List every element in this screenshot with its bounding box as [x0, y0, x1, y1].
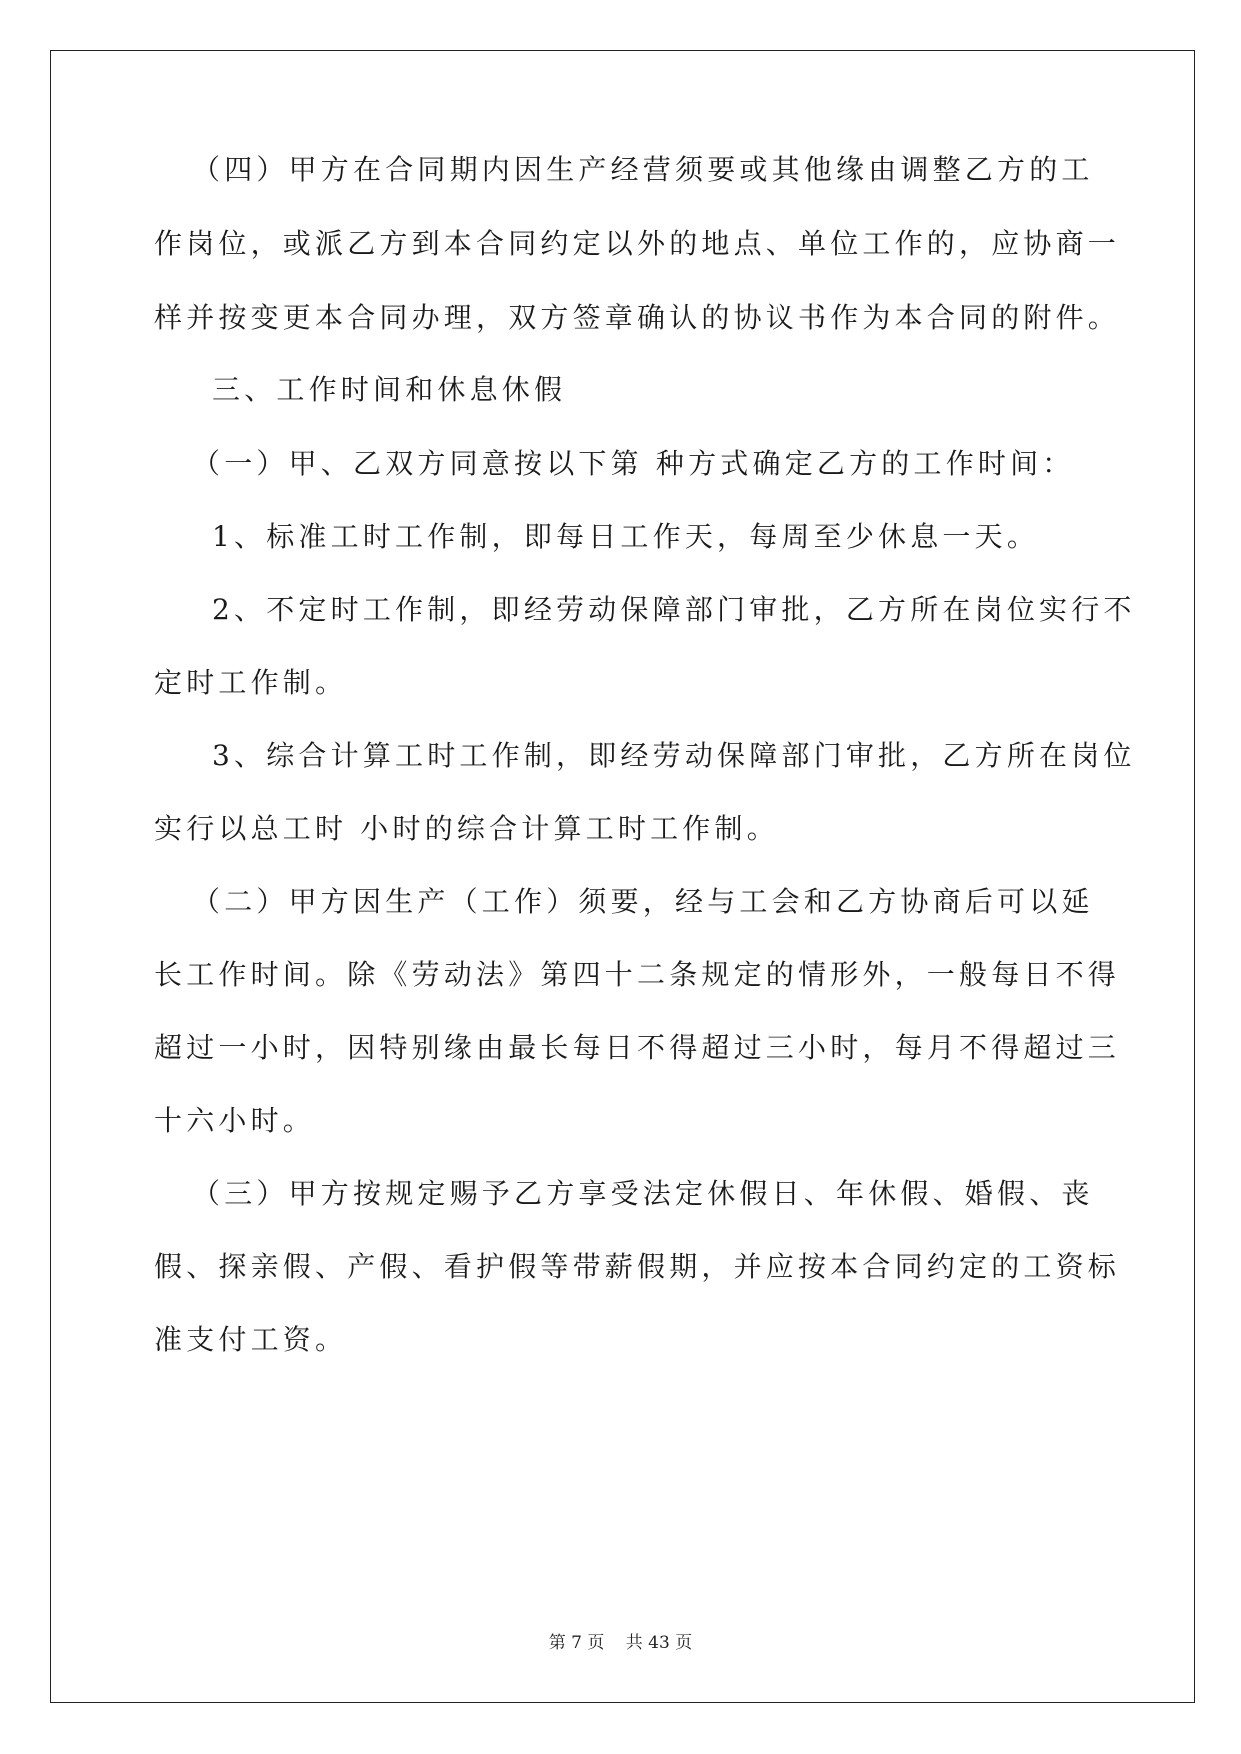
page-number: 第 7 页 [548, 1633, 605, 1653]
paragraph-line: （一）甲、乙双方同意按以下第 种方式确定乙方的工作时间： [192, 447, 1075, 480]
paragraph-line: （三）甲方按规定赐予乙方享受法定休假日、年休假、婚假、丧 [192, 1177, 1094, 1210]
paragraph-line: 3、综合计算工时工作制，即经劳动保障部门审批，乙方所在岗位 [212, 739, 1136, 772]
page-footer [0, 1628, 1241, 1653]
paragraph-line: 作岗位，或派乙方到本合同约定以外的地点、单位工作的，应协商一 [154, 227, 1121, 260]
paragraph-line: 样并按变更本合同办理，双方签章确认的协议书作为本合同的附件。 [154, 301, 1121, 334]
paragraph-line: （二）甲方因生产（工作）须要，经与工会和乙方协商后可以延 [192, 885, 1094, 918]
paragraph-line: 长工作时间。除《劳动法》第四十二条规定的情形外，一般每日不得 [154, 958, 1121, 991]
paragraph-line: 实行以总工时 小时的综合计算工时工作制。 [154, 812, 779, 845]
page-total: 共 43 页 [625, 1633, 693, 1653]
paragraph-line: 准支付工资。 [154, 1323, 348, 1356]
section-heading: 三、工作时间和休息休假 [212, 373, 567, 406]
paragraph-line: 超过一小时，因特别缘由最长每日不得超过三小时，每月不得超过三 [154, 1031, 1121, 1064]
paragraph-line: 假、探亲假、产假、看护假等带薪假期，并应按本合同约定的工资标 [154, 1250, 1121, 1283]
paragraph-line: 1、标准工时工作制，即每日工作天，每周至少休息一天。 [212, 520, 1040, 553]
paragraph-line: 十六小时。 [154, 1104, 316, 1137]
paragraph-line: 定时工作制。 [154, 666, 348, 699]
paragraph-line: （四）甲方在合同期内因生产经营须要或其他缘由调整乙方的工 [192, 153, 1094, 186]
paragraph-line: 2、不定时工作制，即经劳动保障部门审批，乙方所在岗位实行不 [212, 593, 1136, 626]
